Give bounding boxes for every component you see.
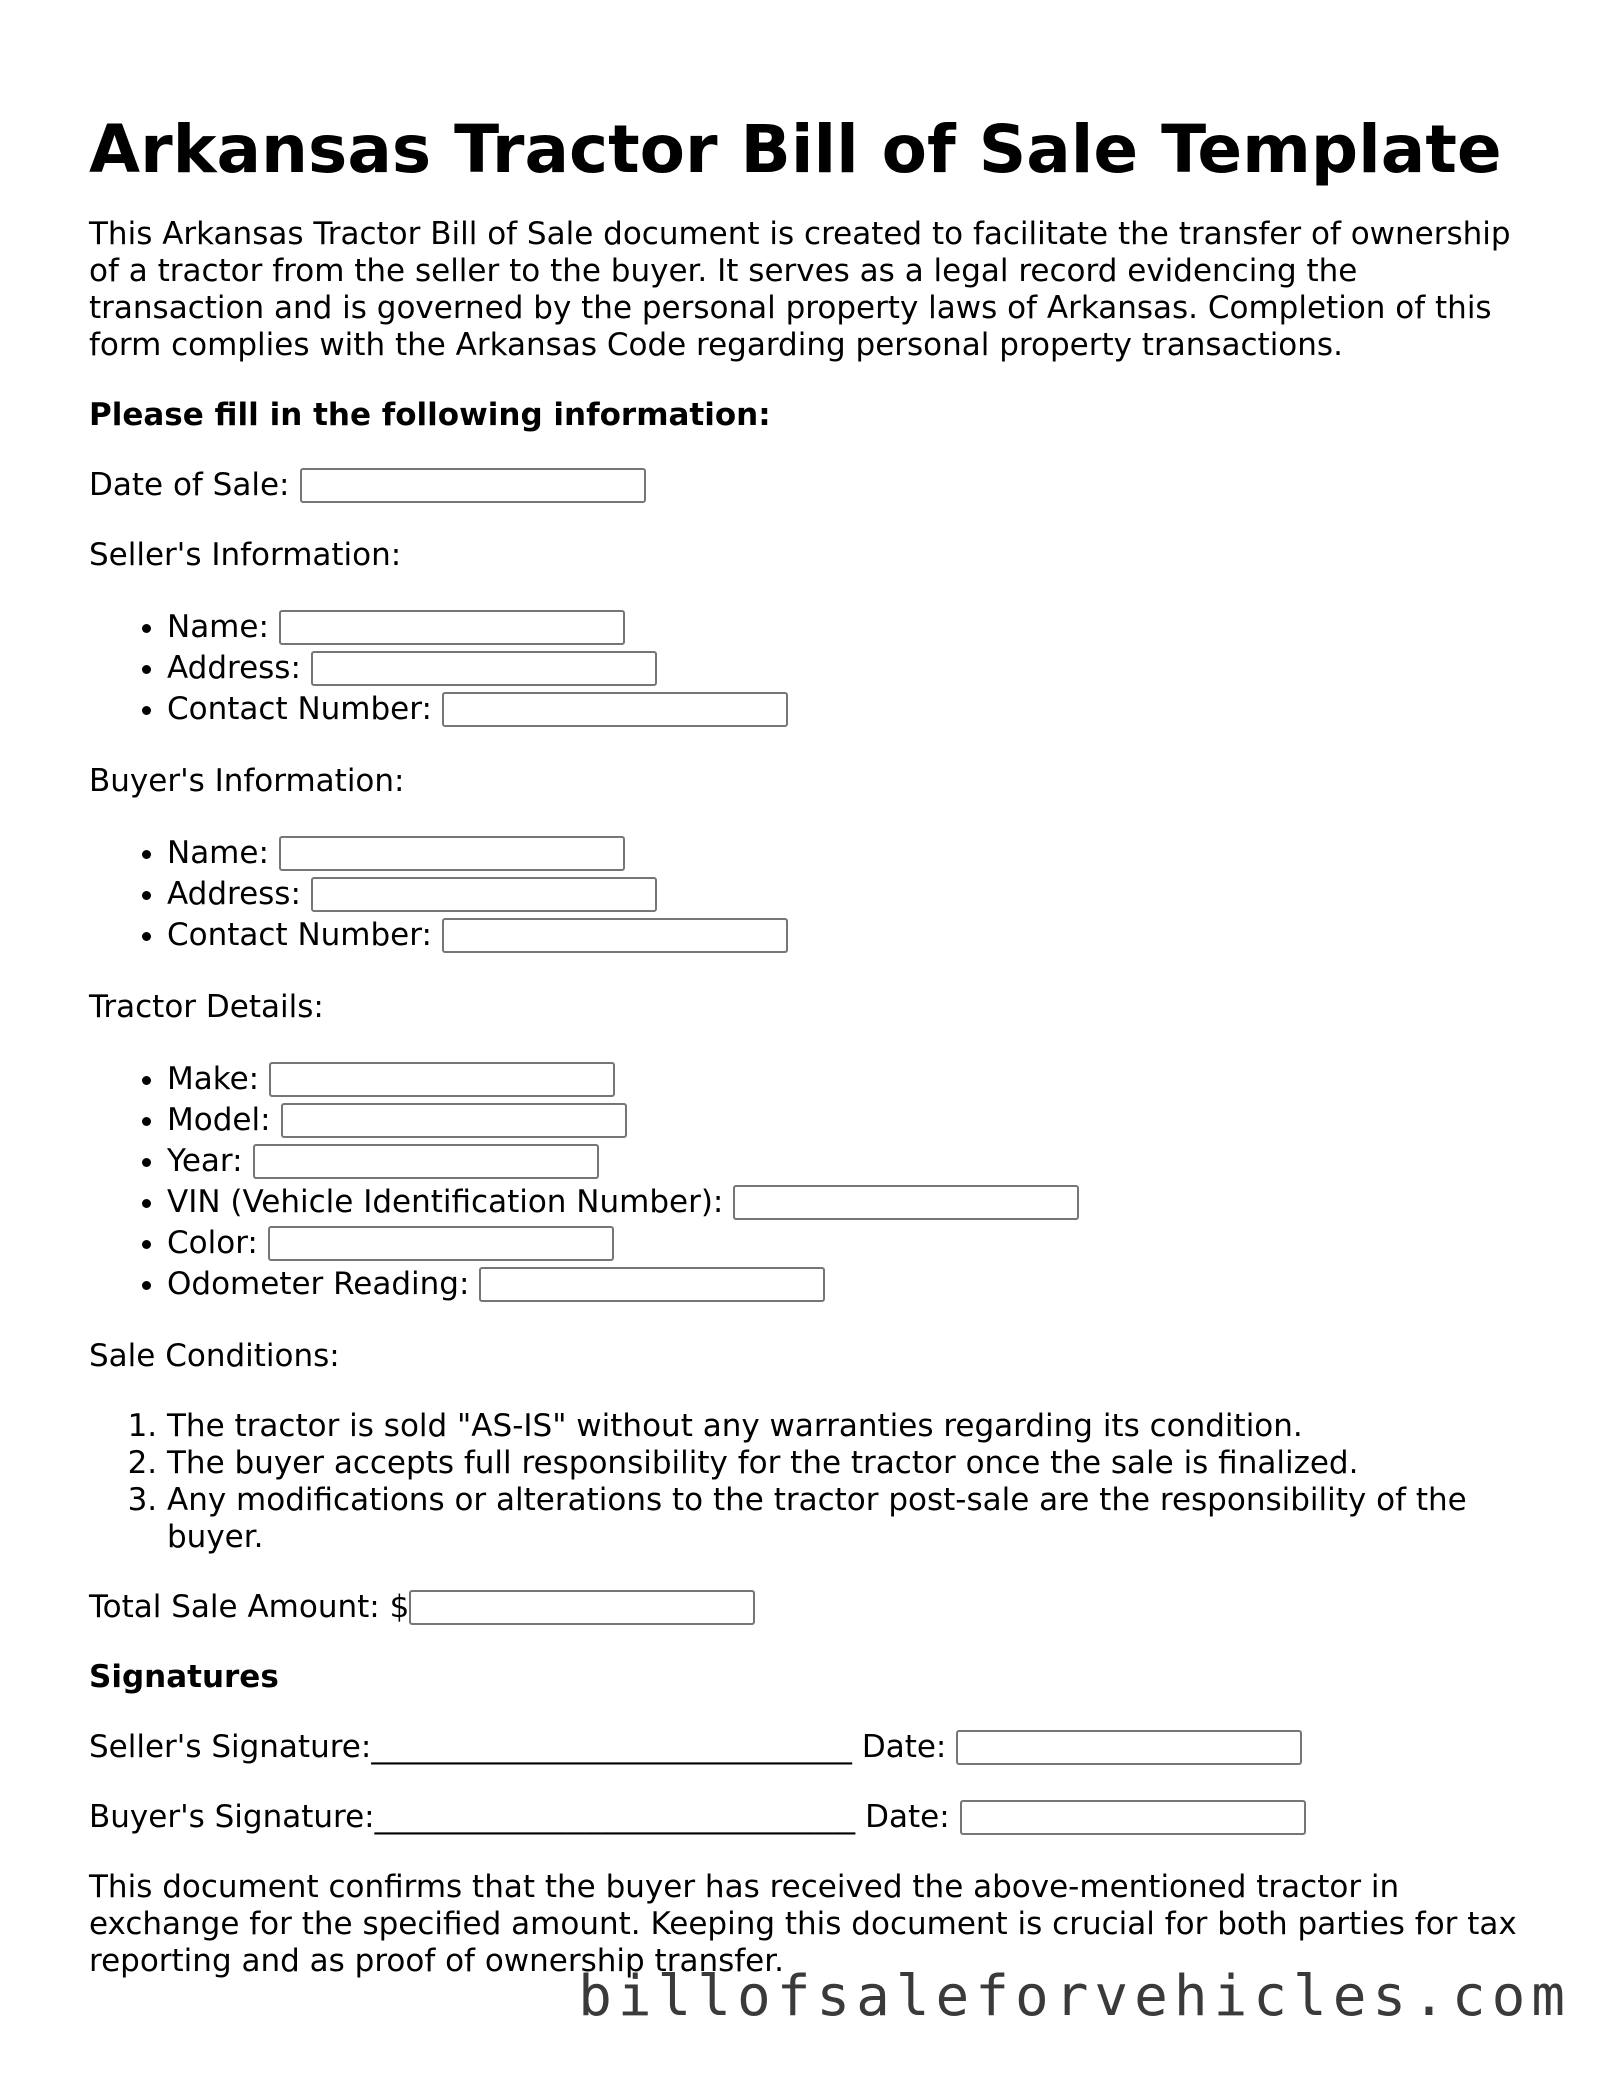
conditions-heading: Sale Conditions: <box>89 1338 340 1374</box>
seller-contact-label: • Contact Number: <box>167 691 432 727</box>
tractor-heading: Tractor Details: <box>89 989 324 1025</box>
instructions-heading: Please fill in the following information: <box>89 397 771 433</box>
seller-signature-line[interactable]: _______________________________ <box>371 1729 852 1765</box>
tractor-odometer-input[interactable] <box>479 1267 825 1302</box>
tractor-vin-label: • VIN (Vehicle Identification Number): <box>167 1184 724 1220</box>
seller-address-input[interactable] <box>311 651 657 686</box>
tractor-color-label: • Color: <box>167 1225 258 1261</box>
watermark: billofsaleforvehicles.com <box>578 1964 1571 2029</box>
list-item <box>167 648 1529 689</box>
buyer-contact-label: • Contact Number: <box>167 917 432 953</box>
buyer-name-label: • Name: <box>167 835 269 871</box>
list-item <box>167 1264 1529 1305</box>
condition-item: 3. Any modifications or alterations to the tractor post-sale are the responsibility of the buyer. <box>167 1482 1529 1556</box>
seller-address-label: • Address: <box>167 650 301 686</box>
list-item <box>167 833 1529 874</box>
total-sale-input[interactable] <box>409 1590 755 1625</box>
list-item <box>167 1141 1529 1182</box>
tractor-fields-list <box>89 1059 1529 1305</box>
conditions-list <box>89 1408 1529 1556</box>
seller-contact-input[interactable] <box>442 692 788 727</box>
total-sale-label: Total Sale Amount: $ <box>89 1589 410 1625</box>
tractor-odometer-label: • Odometer Reading: <box>167 1266 470 1302</box>
tractor-year-input[interactable] <box>253 1144 599 1179</box>
intro-paragraph: This Arkansas Tractor Bill of Sale document is created to facilitate the transfer of ownership of a tractor from the seller to the buyer. It serves as a legal record evidencing the transaction and is governed by the personal property laws of Arkansas. Completion of this form complies with the Arkansas Code regarding personal property transactions. <box>89 216 1511 363</box>
list-item <box>167 689 1529 730</box>
date-of-sale-row <box>89 467 1529 504</box>
condition-item: 2. The buyer accepts full responsibility for the tractor once the sale is finalized. <box>167 1445 1529 1482</box>
buyer-signature-line[interactable]: _______________________________ <box>374 1799 856 1835</box>
list-item <box>167 607 1529 648</box>
total-sale-row <box>89 1589 1529 1626</box>
seller-name-label: • Name: <box>167 609 269 645</box>
date-of-sale-label: Date of Sale: <box>89 467 290 503</box>
buyer-name-input[interactable] <box>279 836 625 871</box>
buyer-fields-list <box>89 833 1529 956</box>
seller-name-input[interactable] <box>279 610 625 645</box>
tractor-make-input[interactable] <box>269 1062 615 1097</box>
seller-fields-list <box>89 607 1529 730</box>
buyer-heading: Buyer's Information: <box>89 763 405 799</box>
buyer-signature-row <box>89 1799 1529 1836</box>
buyer-signature-label: Buyer's Signature: <box>89 1799 375 1835</box>
seller-signature-label: Seller's Signature: <box>89 1729 372 1765</box>
tractor-year-label: • Year: <box>167 1143 243 1179</box>
tractor-model-label: • Model: <box>167 1102 271 1138</box>
condition-item: 1. The tractor is sold "AS-IS" without any warranties regarding its condition. <box>167 1408 1529 1445</box>
tractor-vin-input[interactable] <box>733 1185 1079 1220</box>
buyer-contact-input[interactable] <box>442 918 788 953</box>
seller-date-input[interactable] <box>956 1730 1302 1765</box>
list-item <box>167 1223 1529 1264</box>
buyer-date-input[interactable] <box>960 1800 1306 1835</box>
document-page <box>89 110 1529 1980</box>
list-item <box>167 1182 1529 1223</box>
tractor-color-input[interactable] <box>268 1226 614 1261</box>
closing-paragraph: This document confirms that the buyer has received the above-mentioned tractor in exchange for the specified amount. Keeping this document is crucial for both parties for tax reporting and as proof of ownership transfer. <box>89 1869 1517 1979</box>
list-item <box>167 1059 1529 1100</box>
seller-signature-row <box>89 1729 1529 1766</box>
seller-heading: Seller's Information: <box>89 537 402 573</box>
seller-date-label: Date: <box>861 1729 947 1765</box>
buyer-address-input[interactable] <box>311 877 657 912</box>
page-title: Arkansas Tractor Bill of Sale Template <box>89 111 1502 188</box>
signatures-heading: Signatures <box>89 1659 279 1695</box>
buyer-date-label: Date: <box>865 1799 950 1835</box>
buyer-address-label: • Address: <box>167 876 301 912</box>
list-item <box>167 915 1529 956</box>
tractor-make-label: • Make: <box>167 1061 260 1097</box>
list-item <box>167 1100 1529 1141</box>
tractor-model-input[interactable] <box>281 1103 627 1138</box>
date-of-sale-input[interactable] <box>300 468 646 503</box>
list-item <box>167 874 1529 915</box>
